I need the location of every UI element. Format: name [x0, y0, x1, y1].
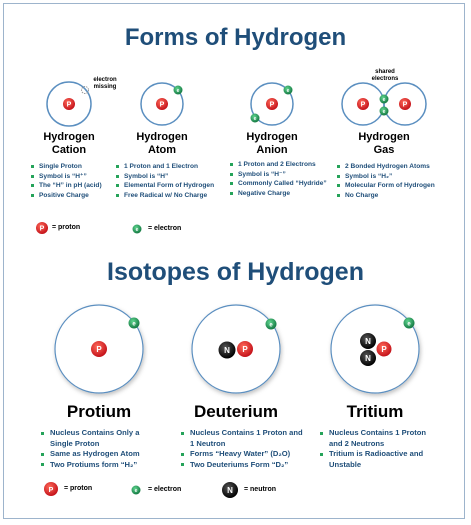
cation-note: electron missing [93, 77, 117, 90]
list-item: The “H” in pH (acid) [30, 181, 102, 191]
svg-text:e: e [132, 321, 136, 328]
deuterium-diagram [192, 305, 280, 393]
gas-shared-electron-2-label: e [382, 109, 386, 115]
list-item: Negative Charge [229, 189, 327, 199]
gas-facts [336, 162, 435, 200]
cation-proton-label: P [66, 101, 72, 109]
svg-text:N: N [365, 354, 371, 363]
protium-facts [40, 428, 162, 470]
list-item: Symbol is “H⁺” [30, 172, 102, 182]
list-item: Molecular Form of Hydrogen [336, 181, 435, 191]
tritium-orbit [331, 305, 419, 393]
list-item: 1 Proton and 1 Electron [115, 162, 214, 172]
anion-diagram [251, 83, 294, 125]
list-item: Symbol is “H⁻” [229, 170, 327, 180]
atom-label: Hydrogen Atom [136, 131, 188, 156]
svg-text:e: e [134, 488, 138, 494]
svg-text:P: P [39, 225, 45, 233]
anion-proton-label: P [269, 101, 275, 109]
list-item: Two Deuteriums Form “D₂” [180, 460, 308, 471]
gas-note: shared electrons [371, 69, 399, 82]
svg-text:P: P [242, 345, 248, 354]
list-item: Two Protiums form “H₂” [40, 460, 162, 471]
legend-neutron-text: = neutron [244, 486, 277, 493]
list-item: Nucleus Contains Only a Single Proton [40, 428, 162, 449]
atom-diagram [141, 83, 183, 125]
svg-text:P: P [96, 345, 102, 354]
gas-proton-right-label: P [402, 101, 408, 109]
list-item: Positive Charge [30, 191, 102, 201]
list-item: Symbol is “H” [115, 172, 214, 182]
list-item: 2 Bonded Hydrogen Atoms [336, 162, 435, 172]
list-item: Single Proton [30, 162, 102, 172]
svg-text:e: e [135, 227, 139, 233]
list-item: Commonly Called “Hydride” [229, 179, 327, 189]
cation-facts [30, 162, 102, 200]
tritium-label: Tritium [346, 402, 404, 421]
list-item: Elemental Form of Hydrogen [115, 181, 214, 191]
list-item: Free Radical w/ No Charge [115, 191, 214, 201]
gas-diagram [342, 83, 426, 125]
protium-diagram [55, 305, 143, 393]
list-item: Symbol is “H₂” [336, 172, 435, 182]
gas-label: Hydrogen Gas [358, 131, 410, 156]
protium-label: Protium [66, 402, 132, 421]
svg-text:N: N [365, 337, 371, 346]
anion-electron-1-label: e [286, 88, 290, 94]
svg-text:P: P [48, 487, 54, 494]
legend-proton-text: = proton [52, 224, 81, 231]
atom-facts [115, 162, 214, 200]
list-item: Same as Hydrogen Atom [40, 449, 162, 460]
gas-proton-left-label: P [360, 101, 366, 109]
deuterium-facts [180, 428, 308, 470]
tritium-diagram [331, 305, 419, 393]
atom-proton-label: P [159, 101, 165, 109]
legend-electron-text: = electron [148, 225, 182, 232]
svg-text:e: e [269, 322, 273, 329]
cation-diagram [47, 82, 91, 126]
svg-text:N: N [227, 486, 233, 495]
list-item: 1 Proton and 2 Electrons [229, 160, 327, 170]
list-item: Tritium is Radioactive and Unstable [319, 449, 441, 470]
forms-title: Forms of Hydrogen [124, 24, 347, 51]
gas-shared-electron-1-label: e [382, 97, 386, 103]
cation-label: Hydrogen Cation [43, 131, 95, 156]
atom-electron-label: e [176, 88, 180, 94]
legend-proton-text-2: = proton [64, 485, 93, 492]
deuterium-label: Deuterium [193, 402, 279, 421]
anion-electron-2-label: e [253, 116, 257, 122]
svg-text:P: P [381, 345, 387, 354]
list-item: No Charge [336, 191, 435, 201]
list-item: Nucleus Contains 1 Proton and 2 Neutrons [319, 428, 441, 449]
legend-electron-text-2: = electron [148, 486, 182, 493]
isotope-diagrams [0, 290, 471, 505]
isotopes-title: Isotopes of Hydrogen [107, 258, 364, 286]
svg-text:N: N [224, 346, 230, 355]
list-item: Forms “Heavy Water” (D₂O) [180, 449, 308, 460]
forms-diagrams [0, 0, 471, 250]
anion-facts [229, 160, 327, 198]
tritium-facts [319, 428, 441, 470]
anion-label: Hydrogen Anion [246, 131, 298, 156]
list-item: Nucleus Contains 1 Proton and 1 Neutron [180, 428, 308, 449]
svg-text:e: e [407, 321, 411, 328]
deuterium-orbit [192, 305, 280, 393]
